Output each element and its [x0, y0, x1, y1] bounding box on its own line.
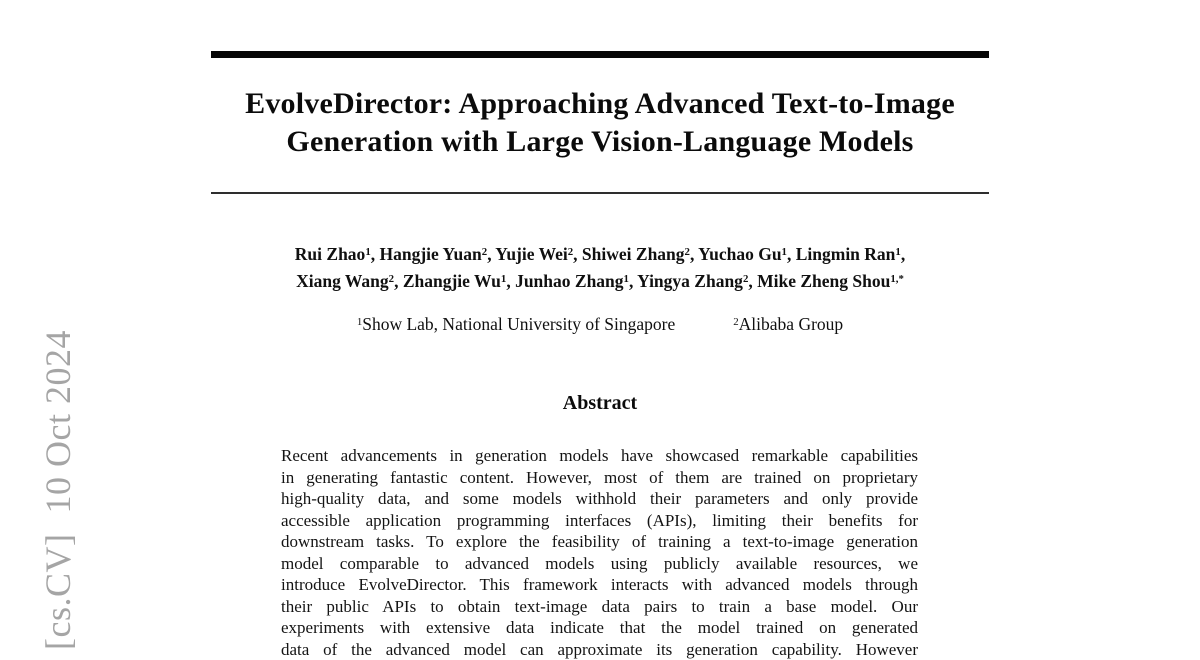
affiliation-superscript: 1	[357, 316, 362, 328]
abstract-line: high-quality data, and some models withhold their parameters and only provide	[281, 488, 918, 510]
abstract-line: model comparable to advanced models using publicly available resources, we	[281, 553, 918, 575]
affiliation: $^1$Show Lab, National University of Singapore	[357, 314, 675, 334]
title-rule-bottom	[211, 192, 989, 194]
abstract-line: experiments with extensive data indicate that the model trained on generated	[281, 617, 918, 639]
affiliation-superscript: 2	[733, 316, 738, 328]
author-name: Hangjie Yuan	[379, 244, 481, 264]
paper-title-line-1: EvolveDirector: Approaching Advanced Text-to-Image	[245, 87, 955, 120]
author-name: Yujie Wei	[495, 244, 567, 264]
abstract-line: downstream tasks. To explore the feasibility of training a text-to-image generation	[281, 531, 918, 553]
author-affiliation-superscript: 1	[782, 246, 787, 258]
author-name: Yuchao Gu	[698, 244, 781, 264]
author-line-2: Xiang Wang$^2$, Zhangjie Wu$^1$, Junhao Zhang$^1$, Yingya Zhang$^2$, Mike Zheng Shou$^{1,*}$	[211, 270, 989, 297]
abstract-heading: Abstract	[211, 392, 989, 415]
abstract-body	[281, 445, 918, 660]
arxiv-category: [cs.CV]	[38, 534, 78, 650]
author-name: Yingya Zhang	[637, 271, 743, 291]
author-affiliation-superscript: 2	[482, 246, 487, 258]
abstract-line: accessible application programming interfaces (APIs), limiting their benefits for	[281, 510, 918, 532]
abstract-line: Recent advancements in generation models have showcased remarkable capabilities	[281, 445, 918, 467]
author-name: Junhao Zhang	[515, 271, 623, 291]
author-name: Shiwei Zhang	[582, 244, 685, 264]
abstract-line: data of the advanced model can approximate its generation capability. However	[281, 639, 918, 660]
author-line-1: Rui Zhao$^1$, Hangjie Yuan$^2$, Yujie Wei$^2$, Shiwei Zhang$^2$, Yuchao Gu$^1$, Lingmin Ran$^1$,	[211, 243, 989, 270]
author-affiliation-superscript: 2	[389, 273, 394, 285]
author-name: Lingmin Ran	[796, 244, 896, 264]
paper-title-line-2: Generation with Large Vision-Language Models	[286, 125, 913, 158]
author-name: Rui Zhao	[295, 244, 366, 264]
title-rule-top	[211, 51, 989, 58]
author-affiliation-superscript: 1	[895, 246, 900, 258]
arxiv-date: 10 Oct 2024	[38, 330, 78, 513]
abstract-line: their public APIs to obtain text-image data pairs to train a base model. Our	[281, 596, 918, 618]
author-affiliation-superscript: 2	[743, 273, 748, 285]
author-affiliation-superscript: 2	[685, 246, 690, 258]
author-name: Xiang Wang	[296, 271, 389, 291]
author-affiliation-superscript: 1	[501, 273, 506, 285]
arxiv-sidebar-stamp	[37, 330, 80, 650]
affiliation: $^2$Alibaba Group	[733, 314, 843, 334]
author-list	[211, 243, 989, 296]
paper-title	[211, 85, 989, 161]
author-affiliation-superscript: 1	[365, 246, 370, 258]
abstract-line: introduce EvolveDirector. This framework interacts with advanced models through	[281, 574, 918, 596]
paper-page	[211, 0, 989, 648]
author-affiliation-superscript: 1,*	[890, 273, 904, 285]
author-name: Mike Zheng Shou	[757, 271, 890, 291]
abstract-line: in generating fantastic content. However, most of them are trained on proprietary	[281, 467, 918, 489]
affiliations	[211, 313, 989, 338]
author-name: Zhangjie Wu	[403, 271, 501, 291]
author-affiliation-superscript: 1	[624, 273, 629, 285]
author-affiliation-superscript: 2	[568, 246, 573, 258]
